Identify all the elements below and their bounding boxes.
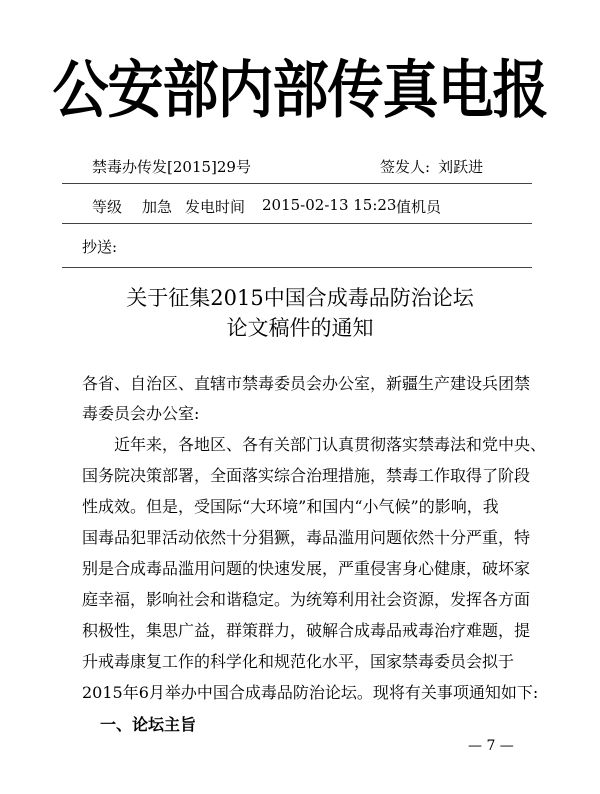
document-number: 禁毒办传发[2015]29号 [92, 158, 251, 176]
send-time-value: 2015-02-13 15:23 [262, 196, 397, 214]
body-line: 毒委员会办公室: [82, 404, 200, 423]
divider-middle [62, 223, 532, 224]
send-time-label: 发电时间 [185, 198, 246, 216]
grade-label: 等级 [92, 198, 123, 216]
masthead-title: 公安部内部传真电报 [52, 53, 548, 127]
grade-value: 加急 [142, 198, 173, 216]
body-line: 庭幸福，影响社会和谐稳定。为统筹利用社会资源，发挥各方面 [82, 590, 531, 609]
notice-title-line-1: 关于征集2015中国合成毒品防治论坛 [126, 286, 474, 310]
body-line: 别是合成毒品滥用问题的快速发展，严重侵害身心健康，破坏家 [82, 559, 531, 578]
section-heading: 一、论坛主旨 [100, 715, 197, 734]
body-line: 2015年6月举办中国合成毒品防治论坛。现将有关事项通知如下: [82, 683, 539, 702]
divider-bottom [62, 267, 532, 268]
operator-label: 值机员 [396, 198, 442, 216]
body-line: 各省、自治区、直辖市禁毒委员会办公室，新疆生产建设兵团禁 [82, 374, 531, 393]
cc-label: 抄送: [82, 238, 118, 256]
body-line: 近年来，各地区、各有关部门认真贯彻落实禁毒法和党中央、 [114, 435, 547, 454]
body-line: 国毒品犯罪活动依然十分猖獗，毒品滥用问题依然十分严重，特 [82, 528, 531, 547]
body-line: 积极性，集思广益，群策群力，破解合成毒品戒毒治疗难题，提 [82, 621, 531, 640]
divider-top [62, 183, 532, 184]
notice-title-line-2: 论文稿件的通知 [226, 316, 374, 340]
signer-label: 签发人: [380, 158, 431, 176]
body-line: 国务院决策部署，全面落实综合治理措施，禁毒工作取得了阶段 [82, 466, 531, 485]
page-number: — 7 — [468, 738, 514, 754]
signer-name: 刘跃进 [438, 158, 484, 176]
signer-block [380, 156, 483, 177]
body-line: 升戒毒康复工作的科学化和规范化水平，国家禁毒委员会拟于 [82, 652, 515, 671]
body-line: 性成效。但是，受国际“大环境”和国内“小气候”的影响，我 [82, 497, 499, 516]
